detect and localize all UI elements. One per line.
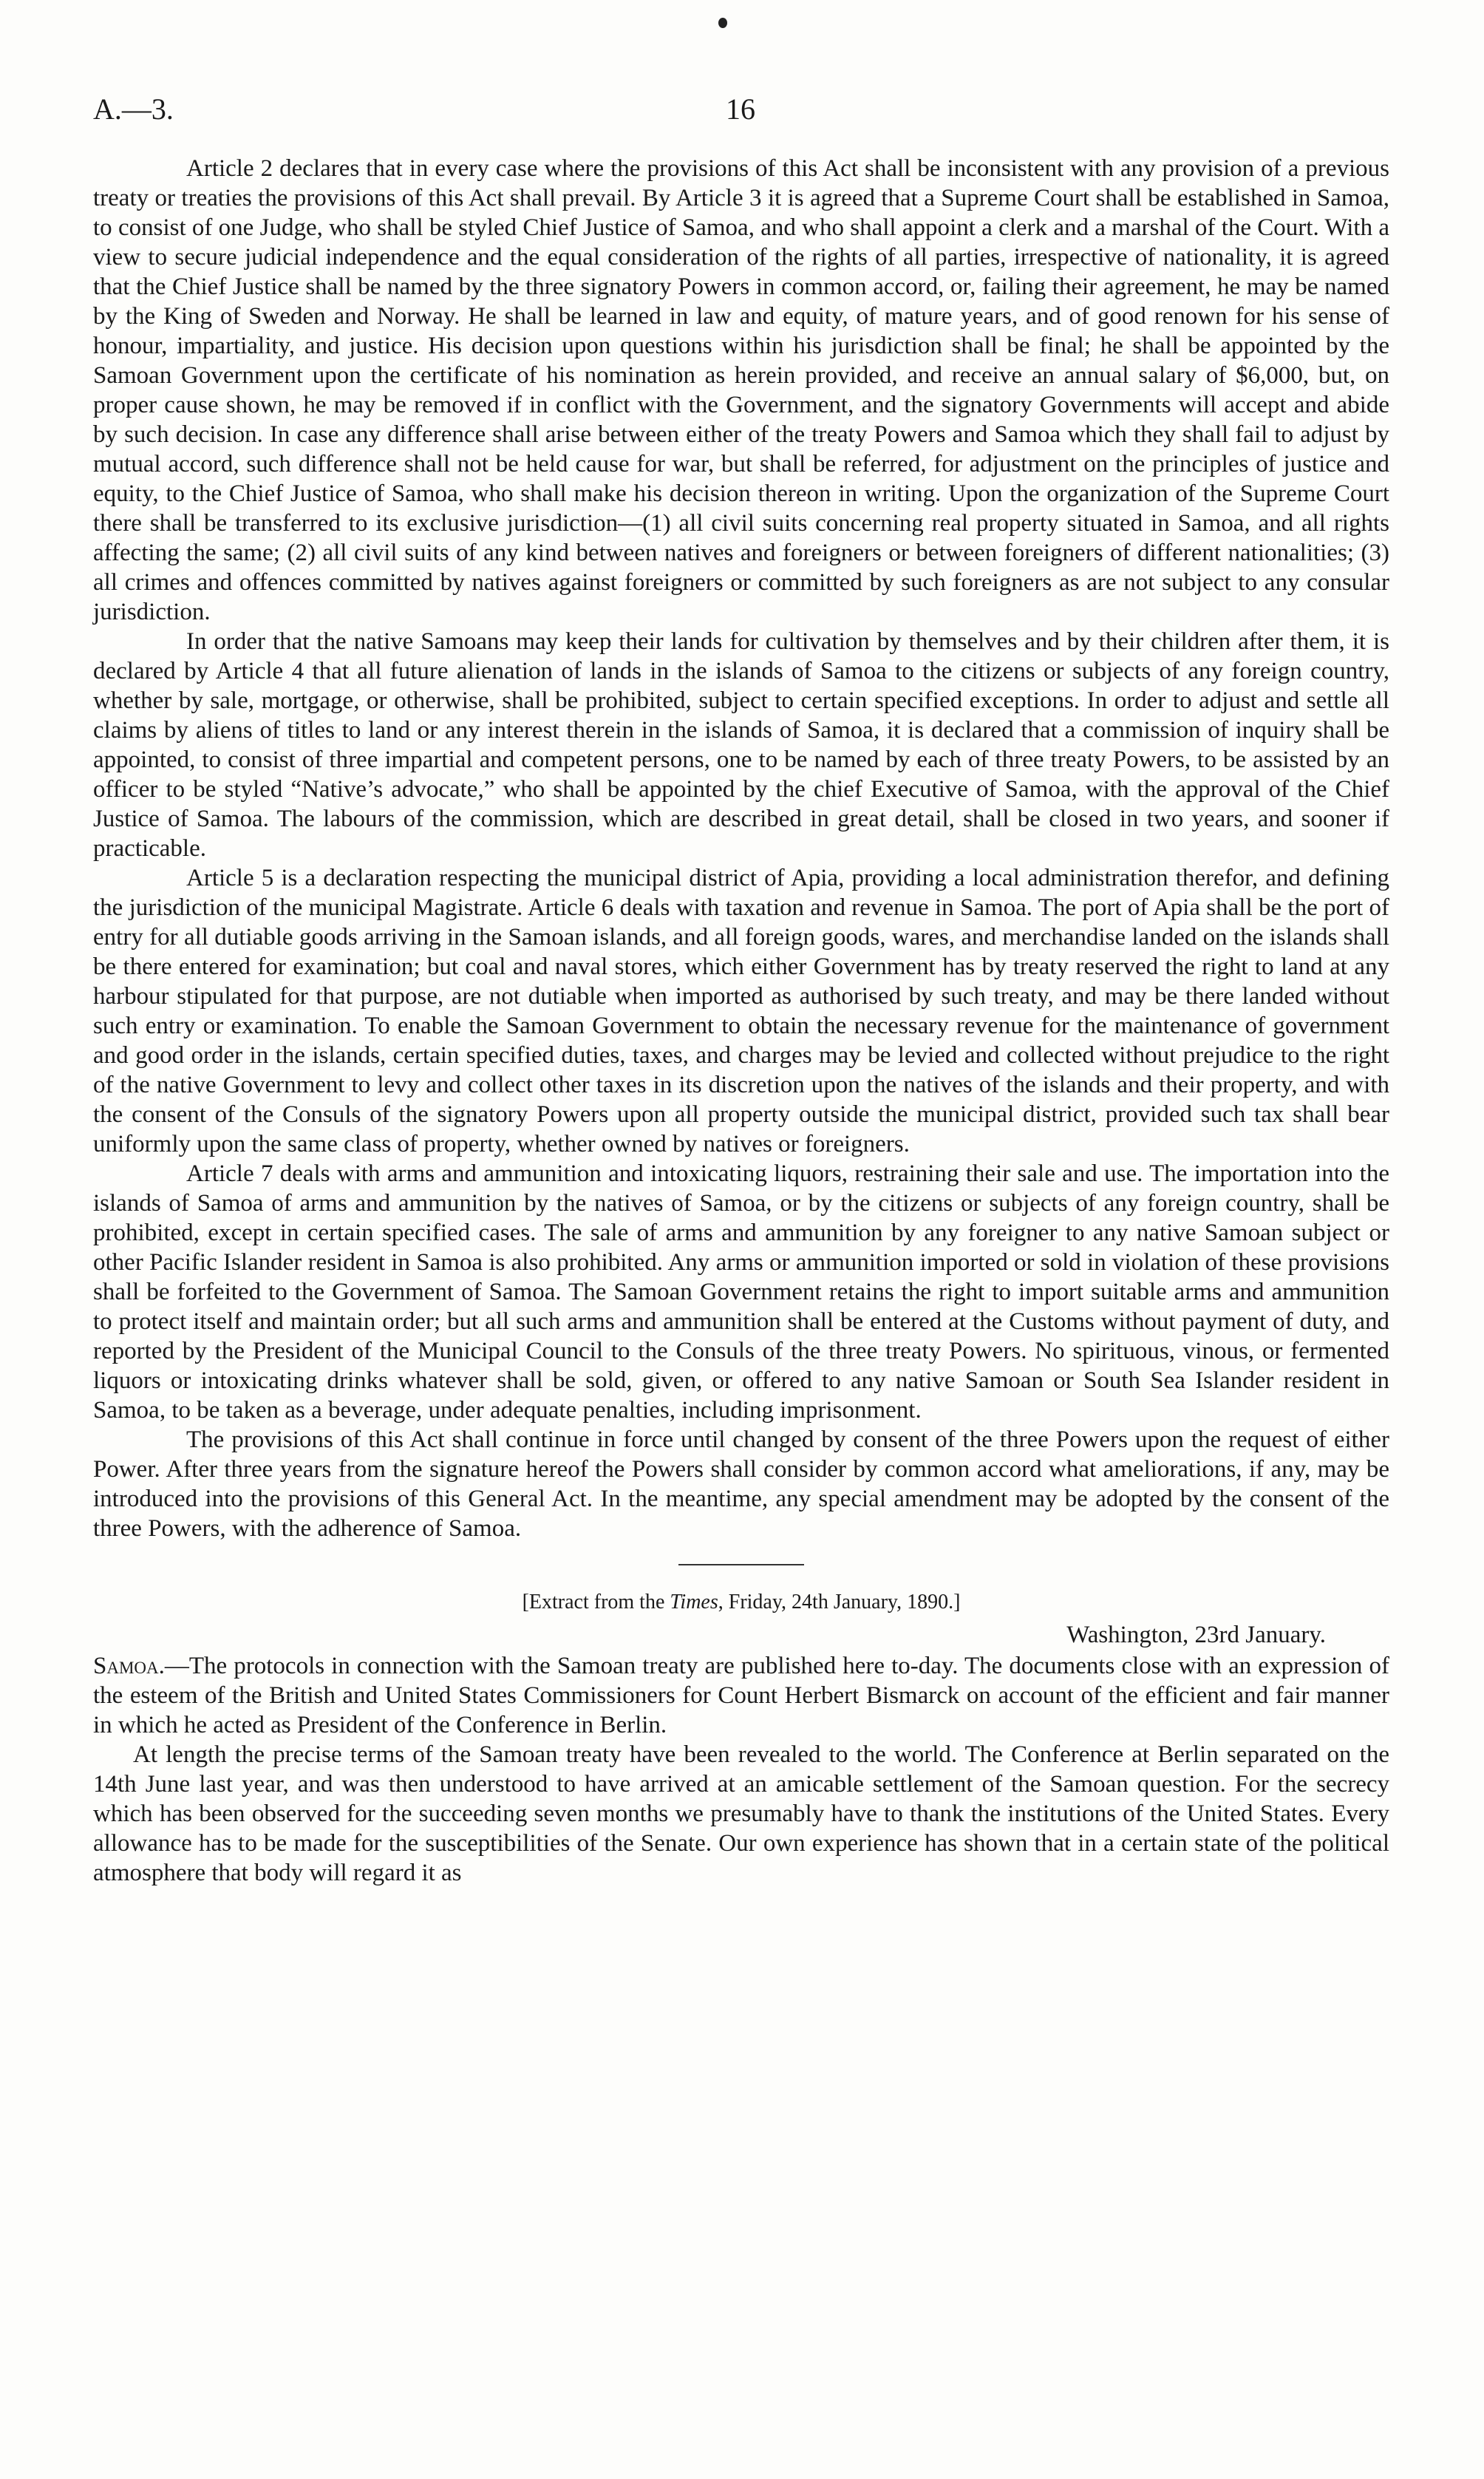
samoa-text: —The protocols in connection with the Samoan treaty are published here to-day. The documents close with an expression of the esteem of the British and United States Commissioners for Count Herbert Bismarck on account of the efficient and fair manner in which he acted as President of the Conference in Berlin. [93, 1653, 1389, 1738]
paragraph-article-2-3: Article 2 declares that in every case where the provisions of this Act shall be inconsistent with any provision of a previous treaty or treaties the provisions of this Act shall prevail. By Article 3 it is agreed that a Supreme Court shall be established in Samoa, to consist of one Judge, who shall be styled Chief Justice of Samoa, and who shall appoint a clerk and a marshal of the Court. With a view to secure judicial independence and the equal consideration of the rights of all parties, irrespective of nationality, it is agreed that the Chief Justice shall be named by the three signatory Powers in common accord, or, failing their agreement, he may be named by the King of Sweden and Norway. He shall be learned in law and equity, of mature years, and of good renown for his sense of honour, impartiality, and justice. His decision upon questions within his jurisdiction shall be final; he shall be appointed by the Samoan Government upon the certificate of his nomination as herein provided, and receive an annual salary of $6,000, but, on proper cause shown, he may be removed if in conflict with the Government, and the signatory Governments will accept and abide by such decision. In case any difference shall arise between either of the treaty Powers and Samoa which they shall fail to adjust by mutual accord, such difference shall not be held cause for war, but shall be referred, for adjustment on the principles of justice and equity, to the Chief Justice of Samoa, who shall make his decision thereon in writing. Upon the organization of the Supreme Court there shall be transferred to its exclusive jurisdiction—(1) all civil suits concerning real property situated in Samoa, and all rights affecting the same; (2) all civil suits of any kind between natives and foreigners or between foreigners of different nationalities; (3) all crimes and offences committed by natives against foreigners or committed by such foreigners as are not subject to any consular jurisdiction. [93, 155, 1389, 625]
paragraph-article-4: In order that the native Samoans may keep their lands for cultivation by themselves and by their children after them, it is declared by Article 4 that all future alienation of lands in the islands of Samoa to the citizens or subjects of any foreign country, whether by sale, mortgage, or otherwise, shall be prohibited, subject to certain specified exceptions. In order to adjust and settle all claims by aliens of titles to land or any interest therein in the islands of Samoa, it is declared that a commission of inquiry shall be appointed, to consist of three impartial and competent persons, one to be named by each of three treaty Powers, to be assisted by an officer to be styled “Native’s advocate,” who shall be appointed by the chief Executive of Samoa, with the approval of the Chief Justice of Samoa. The labours of the commission, which are described in great detail, shall be closed in two years, and sooner if practicable. [93, 628, 1389, 862]
extract-prefix: [Extract from the [522, 1591, 670, 1613]
document-reference: A.—3. [93, 92, 174, 126]
paragraph-samoa-protocols [93, 1651, 1389, 1740]
samoa-lead: Samoa. [93, 1653, 165, 1679]
extract-suffix: , Friday, 24th January, 1890.] [718, 1591, 961, 1613]
body-text [93, 154, 1389, 1888]
extract-heading [93, 1588, 1389, 1617]
section-divider [678, 1564, 804, 1565]
page-number: 16 [726, 92, 755, 126]
page-header [93, 87, 1388, 132]
dateline: Washington, 23rd January. [1066, 1622, 1326, 1648]
printer-mark-dot [718, 18, 727, 28]
paragraph-treaty-terms: At length the precise terms of the Samoan treaty have been revealed to the world. The Conference at Berlin separated on the 14th June last year, and was then understood to have arrived at an amicable settlement of the Samoan question. For the secrecy which has been observed for the succeeding seven months we presumably have to thank the institutions of the United States. Every allowance has to be made for the susceptibilities of the Senate. Our own experience has shown that in a certain state of the political atmosphere that body will regard it as [93, 1741, 1389, 1886]
paragraph-article-7: Article 7 deals with arms and ammunition and intoxicating liquors, restraining their sale and use. The importation into the islands of Samoa of arms and ammunition by the natives of Samoa, or by the citizens or subjects of any foreign country, shall be prohibited, except in certain specified cases. The sale of arms and ammunition by any foreigner to any native Samoan subject or other Pacific Islander resident in Samoa is also prohibited. Any arms or ammunition imported or sold in violation of these provisions shall be forfeited to the Government of Samoa. The Samoan Government retains the right to import suitable arms and ammunition to protect itself and maintain order; but all such arms and ammunition shall be entered at the Customs without payment of duty, and reported by the President of the Municipal Council to the Consuls of the three treaty Powers. No spirituous, vinous, or fermented liquors or intoxicating drinks whatever shall be sold, given, or offered to any native Samoan or South Sea Islander resident in Samoa, to be taken as a beverage, under adequate penalties, including imprisonment. [93, 1160, 1389, 1424]
extract-publication: Times [670, 1591, 718, 1613]
paragraph-article-5-6: Article 5 is a declaration respecting the municipal district of Apia, providing a local administration therefor, and defining the jurisdiction of the municipal Magistrate. Article 6 deals with taxation and revenue in Samoa. The port of Apia shall be the port of entry for all dutiable goods arriving in the Samoan islands, and all foreign goods, wares, and merchandise landed on the islands shall be there entered for examination; but coal and naval stores, which either Government has by treaty reserved the right to land at any harbour stipulated for that purpose, are not dutiable when imported as authorised by such treaty, and may be there landed without such entry or examination. To enable the Samoan Government to obtain the necessary revenue for the maintenance of government and good order in the islands, certain specified duties, taxes, and charges may be levied and collected without prejudice to the right of the native Government to levy and collect other taxes in its discretion upon the natives of the islands and their property, and with the consent of the Consuls of the signatory Powers upon all property outside the municipal district, provided such tax shall bear uniformly upon the same class of property, whether owned by natives or foreigners. [93, 865, 1389, 1157]
paragraph-provisions-continuance: The provisions of this Act shall continue in force until changed by consent of the three Powers upon the request of either Power. After three years from the signature hereof the Powers shall consider by common accord what ameliorations, if any, may be introduced into the provisions of this General Act. In the meantime, any special amendment may be adopted by the consent of the three Powers, with the adherence of Samoa. [93, 1426, 1389, 1542]
